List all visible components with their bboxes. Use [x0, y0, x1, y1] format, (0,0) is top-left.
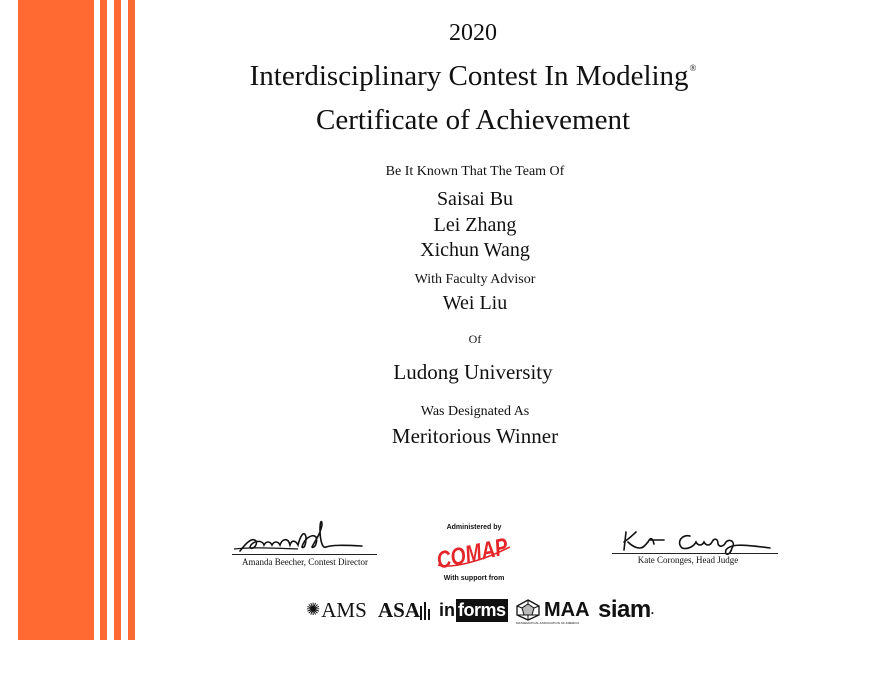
- director-caption: Amanda Beecher, Contest Director: [241, 557, 369, 567]
- stripe-wide: [18, 0, 94, 640]
- judge-caption: Kate Coronges, Head Judge: [637, 555, 739, 565]
- ams-logo-text: AMS: [321, 597, 367, 622]
- stripe-thin-3: [128, 0, 135, 640]
- stripe-thin-1: [100, 0, 107, 640]
- support-from-label: With support from: [443, 575, 505, 582]
- ams-logo: [306, 594, 367, 626]
- maa-logo-text: MAA: [544, 598, 590, 621]
- judge-signature-line: [612, 553, 778, 554]
- of-label: Of: [468, 332, 482, 346]
- certificate-year: 2020: [449, 20, 497, 46]
- maa-logo: [516, 594, 590, 626]
- university-name: Ludong University: [393, 360, 553, 384]
- informs-logo-word: forms: [458, 599, 506, 620]
- director-signature-line: [232, 554, 377, 555]
- advisor-label: With Faculty Advisor: [414, 272, 536, 287]
- asa-logo-text: ASA: [378, 597, 421, 622]
- registered-mark: ®: [689, 63, 697, 73]
- informs-logo: [439, 594, 508, 626]
- administered-by-label: Administered by: [446, 524, 502, 531]
- maa-logo-subtitle: MATHEMATICAL ASSOCIATION OF AMERICA: [516, 621, 580, 625]
- comap-logo-text: COMAP: [434, 529, 528, 575]
- asa-logo: [378, 594, 430, 626]
- siam-logo-text: siam: [598, 596, 651, 623]
- sponsor-logos: [306, 594, 666, 626]
- contest-name: [250, 60, 697, 93]
- comap-logo: [432, 529, 528, 575]
- designation-label: Was Designated As: [420, 404, 530, 419]
- maa-polyhedron-icon: [516, 599, 540, 621]
- award-title: Meritorious Winner: [391, 424, 559, 448]
- certificate-title: Certificate of Achievement: [315, 104, 631, 136]
- ams-star-icon: ✺: [306, 600, 321, 619]
- advisor-name: Wei Liu: [442, 292, 508, 314]
- siam-logo: [598, 594, 654, 626]
- asa-bars-icon: [420, 600, 430, 620]
- team-member-2: Lei Zhang: [433, 214, 517, 236]
- siam-logo-dot: .: [650, 603, 654, 617]
- team-member-3: Xichun Wang: [420, 239, 530, 261]
- contest-name-text: Interdisciplinary Contest In Modeling: [249, 60, 689, 92]
- informs-logo-lead: in: [439, 599, 455, 620]
- team-member-1: Saisai Bu: [436, 188, 514, 210]
- known-label: Be It Known That The Team Of: [385, 164, 565, 179]
- stripe-thin-2: [114, 0, 121, 640]
